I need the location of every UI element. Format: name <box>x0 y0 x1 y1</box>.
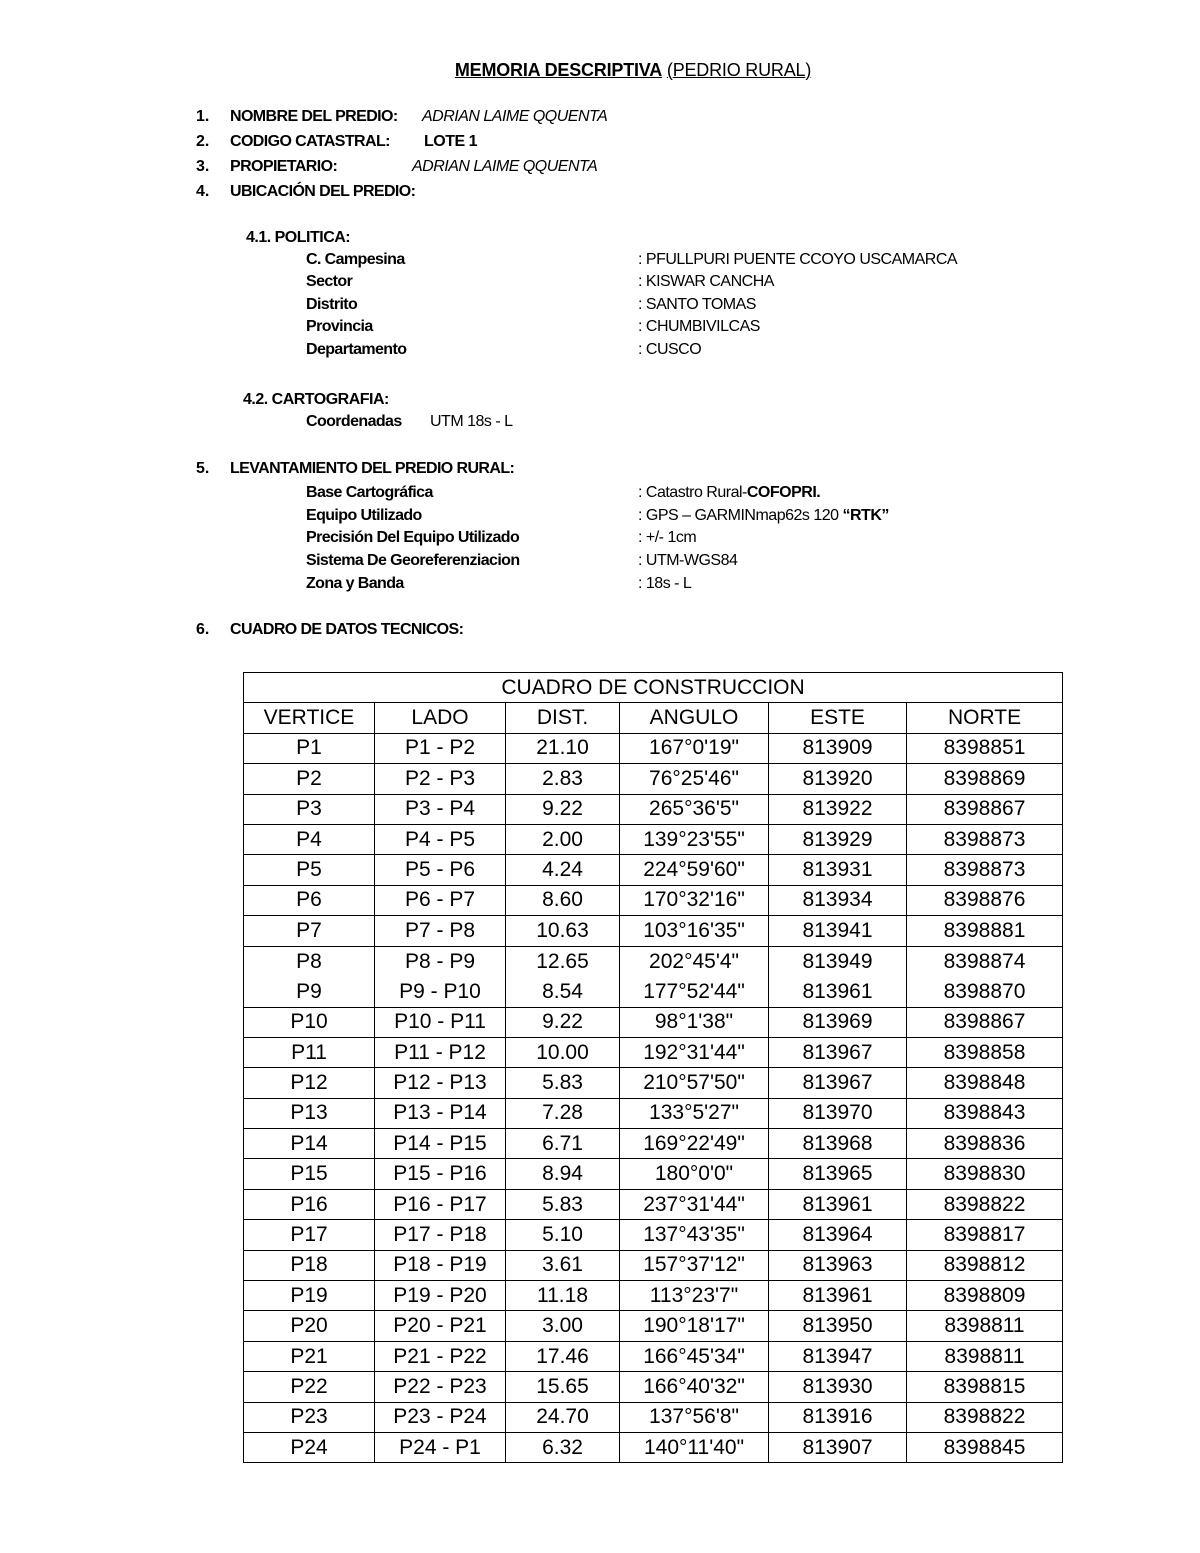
table-cell: 8398812 <box>907 1250 1063 1280</box>
table-cell: 813961 <box>769 1281 907 1311</box>
politica-value: : SANTO TOMAS <box>638 296 756 313</box>
table-cell: P7 <box>244 916 375 946</box>
politica-row <box>0 341 1200 363</box>
column-header: VERTICE <box>244 703 375 733</box>
levantamiento-row <box>0 552 1200 574</box>
politica-row <box>0 273 1200 295</box>
table-cell: P12 - P13 <box>375 1068 506 1098</box>
table-cell: 8398815 <box>907 1372 1063 1402</box>
levantamiento-row <box>0 575 1200 597</box>
table-cell: 5.83 <box>506 1189 620 1219</box>
title-sub-text: PEDRIO RURAL <box>672 60 806 80</box>
table-cell: 8398822 <box>907 1189 1063 1219</box>
table-cell: 180°0'0" <box>620 1159 769 1189</box>
table-cell: P15 <box>244 1159 375 1189</box>
table-cell: 5.83 <box>506 1068 620 1098</box>
table-row <box>244 855 1063 885</box>
table-cell: 8.94 <box>506 1159 620 1189</box>
politica-value: : CHUMBIVILCAS <box>638 318 760 335</box>
table-cell: P23 - P24 <box>375 1402 506 1432</box>
table-cell: 8398843 <box>907 1098 1063 1128</box>
levantamiento-key: Zona y Banda <box>306 575 404 592</box>
table-cell: 192°31'44" <box>620 1037 769 1067</box>
table-cell: P16 <box>244 1189 375 1219</box>
table-cell: 8398845 <box>907 1432 1063 1462</box>
table-cell: 813916 <box>769 1402 907 1432</box>
table-cell: 103°16'35" <box>620 916 769 946</box>
table-cell: 2.83 <box>506 764 620 794</box>
value-bold: COFOPRI. <box>746 484 821 501</box>
table-cell: 813965 <box>769 1159 907 1189</box>
table-cell: 157°37'12" <box>620 1250 769 1280</box>
table-cell: P24 <box>244 1432 375 1462</box>
table-header-row <box>244 703 1063 733</box>
table-cell: 813949 813961 <box>769 946 907 1007</box>
table-cell: 15.65 <box>506 1372 620 1402</box>
table-cell: P2 - P3 <box>375 764 506 794</box>
table-cell: 8398811 <box>907 1311 1063 1341</box>
table-cell: 8398830 <box>907 1159 1063 1189</box>
construction-table <box>243 672 1063 1463</box>
table-row <box>244 1341 1063 1371</box>
item-number: 6. <box>196 621 210 638</box>
table-cell: 190°18'17" <box>620 1311 769 1341</box>
table-row <box>244 1159 1063 1189</box>
table-cell: 4.24 <box>506 855 620 885</box>
table-cell: 133°5'27" <box>620 1098 769 1128</box>
title-sub: (PEDRIO RURAL) <box>666 60 812 80</box>
table-title-row <box>244 673 1063 703</box>
table-cell: P8 - P9 P9 - P10 <box>375 946 506 1007</box>
levantamiento-value <box>638 507 889 525</box>
levantamiento-value: : 18s - L <box>638 575 692 592</box>
table-cell: P11 - P12 <box>375 1037 506 1067</box>
value-text: : Catastro Rural- <box>638 484 747 501</box>
table-cell: 813963 <box>769 1250 907 1280</box>
table-cell: 24.70 <box>506 1402 620 1432</box>
table-cell: 139°23'55" <box>620 824 769 854</box>
levantamiento-key: Base Cartográfica <box>306 484 433 501</box>
table-row <box>244 1098 1063 1128</box>
table-cell: 237°31'44" <box>620 1189 769 1219</box>
table-cell: 17.46 <box>506 1341 620 1371</box>
document-title <box>0 60 1200 81</box>
levantamiento-key: Equipo Utilizado <box>306 507 422 524</box>
table-cell: 170°32'16" <box>620 885 769 915</box>
table-cell: 813950 <box>769 1311 907 1341</box>
table-cell: 10.63 <box>506 916 620 946</box>
table-cell: 8398867 <box>907 1007 1063 1037</box>
column-header: ESTE <box>769 703 907 733</box>
item-value: ADRIAN LAIME QQUENTA <box>412 158 598 175</box>
levantamiento-heading: LEVANTAMIENTO DEL PREDIO RURAL: <box>230 460 515 477</box>
table-cell: P12 <box>244 1068 375 1098</box>
table-row <box>244 1189 1063 1219</box>
table-cell: P21 - P22 <box>375 1341 506 1371</box>
table-row <box>244 824 1063 854</box>
levantamiento-value <box>638 484 820 502</box>
cartografia-row <box>0 413 1200 435</box>
table-cell: P4 <box>244 824 375 854</box>
table-cell: P22 - P23 <box>375 1372 506 1402</box>
table-cell: 8398817 <box>907 1220 1063 1250</box>
table-cell: P11 <box>244 1037 375 1067</box>
item-nombre <box>0 108 1200 130</box>
table-cell: 10.00 <box>506 1037 620 1067</box>
table-cell: 8398869 <box>907 764 1063 794</box>
table-cell: 813947 <box>769 1341 907 1371</box>
politica-key: C. Campesina <box>306 251 405 268</box>
table-cell: P22 <box>244 1372 375 1402</box>
table-cell: P17 - P18 <box>375 1220 506 1250</box>
table-cell: P24 - P1 <box>375 1432 506 1462</box>
politica-key: Provincia <box>306 318 373 335</box>
table-cell: 98°1'38" <box>620 1007 769 1037</box>
politica-row <box>0 251 1200 273</box>
table-cell: 8398867 <box>907 794 1063 824</box>
levantamiento-key: Sistema De Georeferenziacion <box>306 552 520 569</box>
table-title: CUADRO DE CONSTRUCCION <box>244 673 1063 703</box>
table-cell: 137°56'8" <box>620 1402 769 1432</box>
table-cell: 265°36'5" <box>620 794 769 824</box>
table-cell: 167°0'19" <box>620 733 769 763</box>
cuadro-header <box>0 621 1200 643</box>
item-ubicacion <box>0 183 1200 205</box>
table-cell: 2.00 <box>506 824 620 854</box>
table-cell: 3.61 <box>506 1250 620 1280</box>
table-cell: 113°23'7" <box>620 1281 769 1311</box>
table-cell: P4 - P5 <box>375 824 506 854</box>
politica-heading: 4.1. POLITICA: <box>246 229 351 246</box>
table-cell: 8398851 <box>907 733 1063 763</box>
table-cell: P3 <box>244 794 375 824</box>
table-row <box>244 1281 1063 1311</box>
table-cell: 813934 <box>769 885 907 915</box>
table-cell: 813922 <box>769 794 907 824</box>
table-cell: 11.18 <box>506 1281 620 1311</box>
table-row <box>244 1220 1063 1250</box>
politica-key: Sector <box>306 273 353 290</box>
table-cell: 5.10 <box>506 1220 620 1250</box>
table-cell: P20 <box>244 1311 375 1341</box>
politica-value: : PFULLPURI PUENTE CCOYO USCAMARCA <box>638 251 958 268</box>
table-cell: 813969 <box>769 1007 907 1037</box>
value-bold: “RTK” <box>842 507 889 524</box>
table-row <box>244 1037 1063 1067</box>
table-cell: 137°43'35" <box>620 1220 769 1250</box>
table-row <box>244 1007 1063 1037</box>
table-row <box>244 764 1063 794</box>
table-cell: P18 - P19 <box>375 1250 506 1280</box>
table-cell: 202°45'4" 177°52'44" <box>620 946 769 1007</box>
table-cell: P6 <box>244 885 375 915</box>
item-number: 4. <box>196 183 210 200</box>
table-cell: P17 <box>244 1220 375 1250</box>
item-label: UBICACIÓN DEL PREDIO: <box>230 183 416 200</box>
table-cell: P5 - P6 <box>375 855 506 885</box>
table-cell: 12.65 8.54 <box>506 946 620 1007</box>
table-row <box>244 1068 1063 1098</box>
table-cell: 21.10 <box>506 733 620 763</box>
politica-value: : CUSCO <box>638 341 702 358</box>
table-cell: P20 - P21 <box>375 1311 506 1341</box>
table-cell: P7 - P8 <box>375 916 506 946</box>
table-row <box>244 946 1063 1007</box>
item-number: 1. <box>196 108 210 125</box>
table-cell: P3 - P4 <box>375 794 506 824</box>
column-header: DIST. <box>506 703 620 733</box>
item-value: LOTE 1 <box>424 133 478 150</box>
table-cell: P13 - P14 <box>375 1098 506 1128</box>
table-cell: P6 - P7 <box>375 885 506 915</box>
cartografia-heading: 4.2. CARTOGRAFIA: <box>243 391 389 408</box>
table-cell: 8398881 <box>907 916 1063 946</box>
table-cell: 8398811 <box>907 1341 1063 1371</box>
table-cell: 813920 <box>769 764 907 794</box>
table-row <box>244 794 1063 824</box>
table-cell: 6.32 <box>506 1432 620 1462</box>
table-cell: 8398809 <box>907 1281 1063 1311</box>
table-cell: 813941 <box>769 916 907 946</box>
item-label: PROPIETARIO: <box>230 158 338 175</box>
table-cell: 8398874 8398870 <box>907 946 1063 1007</box>
item-codigo <box>0 133 1200 155</box>
table-cell: 813968 <box>769 1129 907 1159</box>
table-cell: 8398873 <box>907 855 1063 885</box>
politica-row <box>0 318 1200 340</box>
table-row <box>244 885 1063 915</box>
levantamiento-row <box>0 507 1200 529</box>
table-row <box>244 1311 1063 1341</box>
table-cell: 7.28 <box>506 1098 620 1128</box>
title-main: MEMORIA DESCRIPTIVA <box>454 60 663 80</box>
table-cell: 166°40'32" <box>620 1372 769 1402</box>
table-cell: 8398858 <box>907 1037 1063 1067</box>
table-cell: 140°11'40" <box>620 1432 769 1462</box>
column-header: NORTE <box>907 703 1063 733</box>
item-label: CODIGO CATASTRAL: <box>230 133 390 150</box>
levantamiento-value: : +/- 1cm <box>638 529 697 546</box>
table-row <box>244 1129 1063 1159</box>
table-cell: 813967 <box>769 1037 907 1067</box>
table-row <box>244 733 1063 763</box>
cuadro-heading: CUADRO DE DATOS TECNICOS: <box>230 621 464 638</box>
item-propietario <box>0 158 1200 180</box>
table-cell: 9.22 <box>506 794 620 824</box>
table-body <box>244 733 1063 1463</box>
table-cell: 8398848 <box>907 1068 1063 1098</box>
table-cell: 813961 <box>769 1189 907 1219</box>
table-cell: 813970 <box>769 1098 907 1128</box>
table-cell: 813929 <box>769 824 907 854</box>
table-row <box>244 916 1063 946</box>
levantamiento-header <box>0 460 1200 482</box>
table-cell: 224°59'60" <box>620 855 769 885</box>
table-cell: 813931 <box>769 855 907 885</box>
value-text: : GPS – GARMINmap62s 120 <box>638 507 843 524</box>
table-cell: 813967 <box>769 1068 907 1098</box>
levantamiento-key: Precisión Del Equipo Utilizado <box>306 529 520 546</box>
table-cell: P1 - P2 <box>375 733 506 763</box>
table-cell: 166°45'34" <box>620 1341 769 1371</box>
table-cell: 3.00 <box>506 1311 620 1341</box>
table-cell: 8398873 <box>907 824 1063 854</box>
item-number: 2. <box>196 133 210 150</box>
item-number: 3. <box>196 158 210 175</box>
table-cell: 6.71 <box>506 1129 620 1159</box>
table-row <box>244 1402 1063 1432</box>
table-cell: P14 - P15 <box>375 1129 506 1159</box>
item-number: 5. <box>196 460 210 477</box>
table-cell: P10 <box>244 1007 375 1037</box>
table-cell: 76°25'46" <box>620 764 769 794</box>
levantamiento-row <box>0 484 1200 506</box>
table-cell: P1 <box>244 733 375 763</box>
table-cell: P19 <box>244 1281 375 1311</box>
table-cell: P13 <box>244 1098 375 1128</box>
table-row <box>244 1432 1063 1462</box>
politica-key: Distrito <box>306 296 358 313</box>
table-cell: 813909 <box>769 733 907 763</box>
table-cell: P8 P9 <box>244 946 375 1007</box>
levantamiento-row <box>0 529 1200 551</box>
table-cell: 8398822 <box>907 1402 1063 1432</box>
table-cell: 813907 <box>769 1432 907 1462</box>
table-cell: P10 - P11 <box>375 1007 506 1037</box>
table-cell: 8398876 <box>907 885 1063 915</box>
table-cell: 9.22 <box>506 1007 620 1037</box>
table-cell: 8.60 <box>506 885 620 915</box>
table-cell: 169°22'49" <box>620 1129 769 1159</box>
item-value: ADRIAN LAIME QQUENTA <box>422 108 608 125</box>
table-cell: P23 <box>244 1402 375 1432</box>
politica-value: : KISWAR CANCHA <box>638 273 774 290</box>
levantamiento-value: : UTM-WGS84 <box>638 552 738 569</box>
table-cell: P18 <box>244 1250 375 1280</box>
table-cell: P2 <box>244 764 375 794</box>
table-row <box>244 1250 1063 1280</box>
table-cell: P14 <box>244 1129 375 1159</box>
table-cell: 210°57'50" <box>620 1068 769 1098</box>
column-header: ANGULO <box>620 703 769 733</box>
table-cell: P21 <box>244 1341 375 1371</box>
table-cell: P15 - P16 <box>375 1159 506 1189</box>
table-cell: 813964 <box>769 1220 907 1250</box>
cartografia-key: Coordenadas <box>306 413 402 430</box>
table-cell: P19 - P20 <box>375 1281 506 1311</box>
table-cell: 813930 <box>769 1372 907 1402</box>
cartografia-value: UTM 18s - L <box>430 413 513 430</box>
item-label: NOMBRE DEL PREDIO: <box>230 108 398 125</box>
politica-row <box>0 296 1200 318</box>
politica-key: Departamento <box>306 341 407 358</box>
column-header: LADO <box>375 703 506 733</box>
table-cell: 8398836 <box>907 1129 1063 1159</box>
table-row <box>244 1372 1063 1402</box>
table-cell: P5 <box>244 855 375 885</box>
table-cell: P16 - P17 <box>375 1189 506 1219</box>
